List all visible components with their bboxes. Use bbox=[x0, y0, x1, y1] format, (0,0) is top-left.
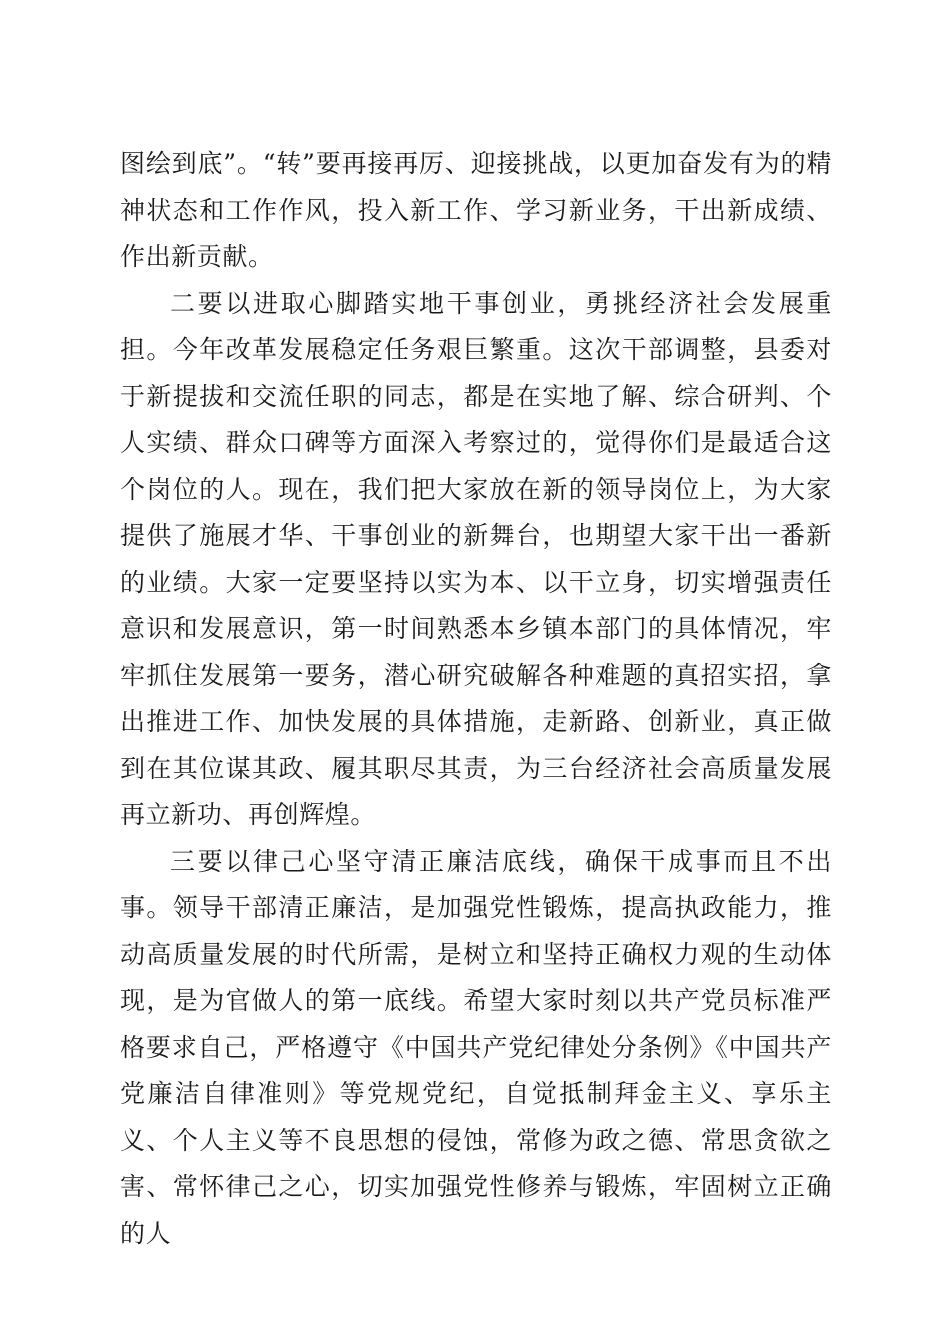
document-body bbox=[120, 141, 832, 1257]
paragraph-point-three: 三要以律己心坚守清正廉洁底线，确保干成事而且不出事。领导干部清正廉洁，是加强党性锻炼，提高执政能力，推动高质量发展的时代所需，是树立和坚持正确权力观的生动体现，是为官做人的第一底线。希望大家时刻以共产党员标准严格要求自己，严格遵守《中国共产党纪律处分条例》《中国共产党廉洁自律准则》等党规党纪，自觉抵制拜金主义、享乐主义、个人主义等不良思想的侵蚀，常修为政之德、常思贪欲之害、常怀律己之心，切实加强党性修养与锻炼，牢固树立正确的人 bbox=[120, 846, 832, 1248]
paragraph-point-two: 二要以进取心脚踏实地干事创业，勇挑经济社会发展重担。今年改革发展稳定任务艰巨繁重。这次干部调整，县委对于新提拔和交流任职的同志，都是在实地了解、综合研判、个人实绩、群众口碑等方面深入考察过的，觉得你们是最适合这个岗位的人。现在，我们把大家放在新的领导岗位上，为大家提供了施展才华、干事创业的新舞台，也期望大家干出一番新的业绩。大家一定要坚持以实为本、以干立身，切实增强责任意识和发展意识，第一时间熟悉本乡镇本部门的具体情况，牢牢抓住发展第一要务，潜心研究破解各种难题的真招实招，拿出推进工作、加快发展的具体措施，走新路、创新业，真正做到在其位谋其政、履其职尽其责，为三台经济社会高质量发展再立新功、再创辉煌。 bbox=[120, 288, 832, 829]
paragraph-continuation: 图绘到底”。“转”要再接再厉、迎接挑战，以更加奋发有为的精神状态和工作作风，投入新工作、学习新业务，干出新成绩、作出新贡献。 bbox=[120, 149, 832, 271]
